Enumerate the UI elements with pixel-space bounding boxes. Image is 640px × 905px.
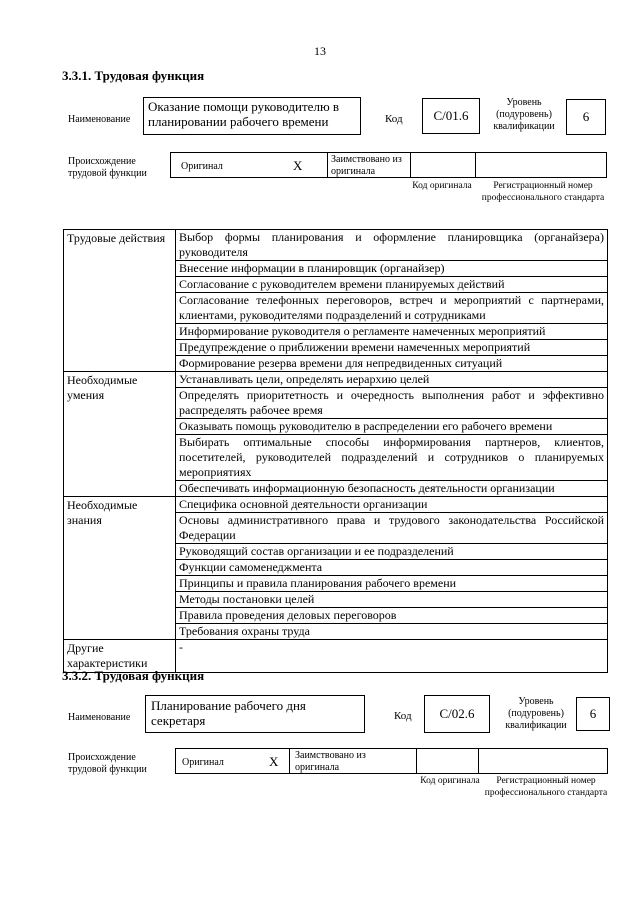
list-item: Принципы и правила планирования рабочего времени [176, 576, 607, 592]
divider [416, 749, 417, 773]
row-items-knowledge [176, 497, 608, 640]
row-items-other [176, 640, 608, 673]
list-item: Выбор формы планирования и оформление планировщика (органайзера) руководителя [176, 230, 607, 261]
table-row [64, 230, 608, 372]
code-value-box [422, 98, 480, 134]
list-item: - [179, 640, 183, 654]
list-item: Определять приоритетность и очередность выполнения работ и эффективно распределять рабочее время [176, 388, 607, 419]
list-item: Руководящий состав организации и ее подразделений [176, 544, 607, 560]
list-item: Предупреждение о приближении времени намеченных мероприятий [176, 340, 607, 356]
list-item: Внесение информации в планировщик (органайзер) [176, 261, 607, 277]
section-title: 3.3.2. Трудовая функция [62, 668, 205, 683]
list-item: Правила проведения деловых переговоров [176, 608, 607, 624]
borrowed-label: Заимствовано из оригинала [295, 750, 366, 773]
level-label: Уровень (подуровень) квалификации [505, 696, 567, 731]
code-value: С/01.6 [433, 108, 469, 123]
row-label-actions: Трудовые действия [64, 230, 176, 372]
divider [475, 153, 476, 177]
function-name-box [143, 97, 361, 135]
list-item: Согласование с руководителем времени планируемых действий [176, 277, 607, 293]
name-label: Наименование [68, 712, 131, 723]
divider [327, 153, 328, 177]
code-value-box [424, 695, 490, 733]
list-item: Требования охраны труда [179, 624, 310, 638]
row-label-other: Другие характеристики [64, 640, 176, 673]
list-item: Основы административного права и трудового законодательства Российской Федерации [176, 513, 607, 544]
original-mark: X [269, 754, 279, 769]
function-name: Оказание помощи руководителю в планировании рабочего времени [148, 99, 340, 129]
origin-label: Происхождение трудовой функции [68, 156, 147, 179]
row-label-skills: Необходимые умения [64, 372, 176, 497]
divider [410, 153, 411, 177]
original-label: Оригинал [181, 161, 223, 172]
level-value: 6 [589, 706, 597, 721]
table-row [64, 497, 608, 640]
level-value: 6 [582, 109, 590, 124]
code-label: Код [394, 710, 412, 722]
divider [289, 749, 290, 773]
borrowed-label: Заимствовано из оригинала [331, 154, 402, 177]
reg-number-caption: Регистрационный номер профессионального стандарта [481, 181, 605, 203]
row-items-actions [176, 230, 608, 372]
origin-table [170, 152, 607, 178]
section-title: 3.3.1. Трудовая функция [62, 68, 205, 83]
table-row [64, 372, 608, 497]
code-label: Код [385, 113, 403, 125]
name-label: Наименование [68, 114, 131, 125]
level-label: Уровень (подуровень) квалификации [493, 97, 555, 132]
function-name-box [145, 695, 365, 733]
function-table [63, 229, 608, 673]
list-item: Информирование руководителя о регламенте намеченных мероприятий [176, 324, 607, 340]
list-item: Выбирать оптимальные способы информирования партнеров, клиентов, посетителей, руководителей подразделений и сотрудников о планируемых мероприятиях [176, 435, 607, 481]
list-item: Методы постановки целей [176, 592, 607, 608]
row-label-knowledge: Необходимые знания [64, 497, 176, 640]
divider [478, 749, 479, 773]
reg-number-caption: Регистрационный номер профессионального стандарта [484, 776, 608, 798]
level-value-box [566, 99, 606, 135]
list-item: Устанавливать цели, определять иерархию целей [176, 372, 607, 388]
code-original-caption: Код оригинала [420, 776, 480, 786]
list-item: Формирование резерва времени для непредвиденных ситуаций [179, 356, 503, 370]
list-item: Специфика основной деятельности организации [176, 497, 607, 513]
list-item: Согласование телефонных переговоров, встреч и мероприятий с партнерами, клиентами, руководителями подразделений и сотрудниками [176, 293, 607, 324]
row-items-skills [176, 372, 608, 497]
level-value-box [576, 697, 610, 731]
function-name: Планирование рабочего дня секретаря [151, 698, 306, 728]
list-item: Оказывать помощь руководителю в распределении его рабочего времени [176, 419, 607, 435]
code-original-caption: Код оригинала [412, 181, 472, 191]
page-number: 13 [314, 44, 326, 58]
list-item: Функции самоменеджмента [176, 560, 607, 576]
code-value: С/02.6 [439, 706, 475, 721]
list-item: Обеспечивать информационную безопасность деятельности организации [179, 481, 555, 495]
origin-label: Происхождение трудовой функции [68, 752, 147, 775]
original-label: Оригинал [182, 757, 224, 768]
origin-table [175, 748, 608, 774]
original-mark: X [293, 158, 303, 173]
